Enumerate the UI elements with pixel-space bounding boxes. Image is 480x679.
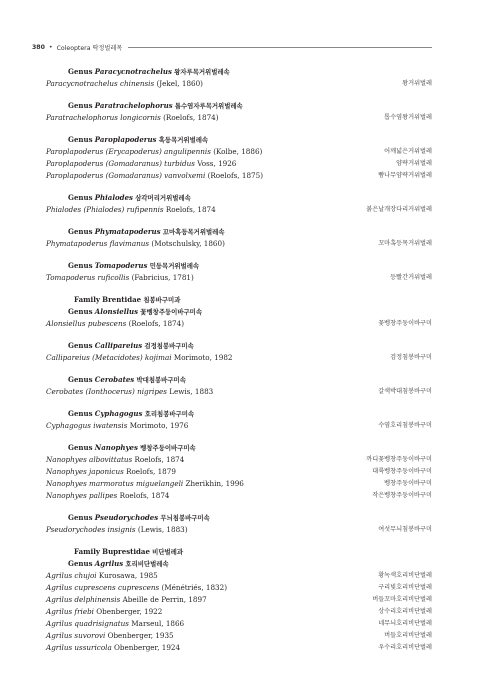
- species-author: Roelofs, 1874: [165, 205, 216, 214]
- species-entry: [46, 454, 184, 466]
- genus-name: Nanophyes: [94, 443, 138, 452]
- genus-rank: Genus: [68, 101, 93, 110]
- taxon-block: [46, 340, 432, 364]
- species-name: Paratrachelophorus longicornis: [46, 113, 161, 122]
- species-korean-name: 꼬마혹등목거위벌레: [378, 240, 432, 247]
- species-korean-name: 버들호리비단벌레: [384, 632, 432, 639]
- taxon-block: [46, 442, 432, 502]
- species-entry: [46, 630, 174, 642]
- species-author: (Roelofs, 1874): [128, 319, 184, 328]
- species-entry: [46, 272, 194, 284]
- genus-rank: Genus: [68, 559, 93, 568]
- species-entry: [46, 318, 184, 330]
- genus-heading: [46, 512, 432, 524]
- species-row: [46, 238, 432, 250]
- species-entry: [46, 170, 263, 182]
- species-name: Phialodes (Phialodes) rufipennis: [46, 205, 164, 214]
- species-korean-name: 까디꽃벵창주둥이바구미: [366, 456, 432, 463]
- species-row: [46, 318, 432, 330]
- species-row: [46, 524, 432, 536]
- genus-heading: [46, 408, 432, 420]
- species-author: Lewis, 1883: [169, 387, 214, 396]
- genus-name: Paratrachelophorus: [94, 101, 173, 110]
- taxon-block: [46, 134, 432, 182]
- family-rank: Family: [74, 295, 100, 304]
- genus-name: Pseudorychodes: [94, 513, 159, 522]
- species-row: [46, 386, 432, 398]
- header-rule: [128, 47, 432, 48]
- species-row: [46, 204, 432, 216]
- species-author: (Kolbe, 1886): [213, 147, 263, 156]
- header-separator: •: [48, 43, 53, 51]
- species-korean-name: 네무늬호리비단벌레: [378, 620, 432, 627]
- species-author: (Roelofs, 1874): [163, 113, 219, 122]
- genus-heading: [46, 374, 432, 386]
- taxon-block: [46, 294, 432, 330]
- species-entry: [46, 158, 236, 170]
- species-name: Pseudorychodes insignis: [46, 525, 136, 534]
- genus-rank: Genus: [68, 193, 93, 202]
- species-entry: [46, 582, 227, 594]
- family-name: Buprestidae: [102, 547, 150, 556]
- species-row: [46, 630, 432, 642]
- species-entry: [46, 618, 184, 630]
- taxon-block: [46, 260, 432, 284]
- species-name: Tomapoderus ruficollis: [46, 273, 130, 282]
- genus-name: Callipareius: [94, 341, 143, 350]
- species-korean-name: 왕거위벌레: [402, 80, 432, 87]
- species-korean-name: 벵창주둥이바구미: [384, 480, 432, 487]
- species-korean-name: 어깨넓은거위벌레: [384, 148, 432, 155]
- species-name: Nanophyes albovittatus: [46, 455, 133, 464]
- genus-rank: Genus: [68, 341, 93, 350]
- genus-rank: Genus: [68, 513, 93, 522]
- genus-heading: [46, 134, 432, 146]
- taxon-block: [46, 546, 432, 654]
- species-korean-name: 우수리호리비단벌레: [378, 644, 432, 651]
- species-korean-name: 황녹색호리비단벌레: [378, 572, 432, 579]
- species-korean-name: 버들꼬마호리비단벌레: [372, 596, 432, 603]
- species-name: Agrilus delphinensis: [46, 595, 121, 604]
- genus-heading: [46, 558, 432, 570]
- species-entry: [46, 466, 176, 478]
- species-row: [46, 582, 432, 594]
- species-row: [46, 352, 432, 364]
- genus-heading: [46, 192, 432, 204]
- taxon-list: [46, 66, 432, 664]
- family-rank: Family: [74, 547, 100, 556]
- species-korean-name: 수염호리침봉바구미: [378, 422, 432, 429]
- species-korean-name: 구리빛호리비단벌레: [378, 584, 432, 591]
- species-author: Zherikhin, 1996: [185, 479, 244, 488]
- genus-korean-name: 혹등목거위벌레속: [158, 136, 209, 144]
- species-row: [46, 618, 432, 630]
- species-entry: [46, 204, 216, 216]
- species-entry: [46, 78, 203, 90]
- species-row: [46, 158, 432, 170]
- species-korean-name: 상수리호리비단벌레: [378, 608, 432, 615]
- species-korean-name: 대륙벵창주둥이바구미: [372, 468, 432, 475]
- genus-name: Agrilus: [94, 559, 124, 568]
- genus-heading: [46, 260, 432, 272]
- taxon-block: [46, 408, 432, 432]
- taxon-block: [46, 100, 432, 124]
- species-row: [46, 606, 432, 618]
- family-korean-name: 비단벌레과: [152, 548, 184, 556]
- genus-korean-name: 왕자루목거위벌레속: [174, 68, 230, 76]
- genus-korean-name: 삼각머리거위벌레속: [135, 194, 191, 202]
- genus-name: Alonsiellus: [94, 307, 139, 316]
- taxon-block: [46, 512, 432, 536]
- species-entry: [46, 146, 262, 158]
- species-entry: [46, 386, 213, 398]
- species-korean-name: 얌략거위벌레: [396, 160, 432, 167]
- genus-rank: Genus: [68, 135, 93, 144]
- taxon-block: [46, 374, 432, 398]
- page-number: 380: [32, 43, 45, 51]
- species-author: (Lewis, 1883): [137, 525, 188, 534]
- species-author: Marseul, 1866: [131, 619, 185, 628]
- species-entry: [46, 478, 244, 490]
- species-author: Roelofs, 1879: [126, 467, 176, 476]
- species-name: Cerobates (Ionthocerus) nigripes: [46, 387, 167, 396]
- species-name: Agrilus chujoi: [46, 571, 97, 580]
- genus-rank: Genus: [68, 409, 93, 418]
- species-row: [46, 78, 432, 90]
- species-korean-name: 검정침봉바구미: [390, 354, 432, 361]
- family-heading: [46, 294, 432, 306]
- species-author: (Fabricius, 1781): [131, 273, 194, 282]
- taxon-block: [46, 192, 432, 216]
- species-row: [46, 466, 432, 478]
- species-row: [46, 478, 432, 490]
- species-row: [46, 454, 432, 466]
- species-author: Roelofs, 1874: [119, 491, 170, 500]
- taxon-block: [46, 66, 432, 90]
- species-name: Phymatapoderus flavimanus: [46, 239, 150, 248]
- genus-name: Paracycnotrachelus: [94, 67, 172, 76]
- genus-korean-name: 박대침봉바구미속: [136, 376, 186, 384]
- species-author: (Motschulsky, 1860): [151, 239, 225, 248]
- genus-korean-name: 민등목거위벌레속: [149, 262, 200, 270]
- species-row: [46, 594, 432, 606]
- species-author: Obenberger, 1924: [114, 643, 181, 652]
- genus-korean-name: 꽃벵창주둥이바구미속: [140, 308, 203, 316]
- species-korean-name: 여섯무늬침봉바구미: [378, 526, 432, 533]
- genus-heading: [46, 226, 432, 238]
- genus-name: Phymatapoderus: [94, 227, 161, 236]
- genus-rank: Genus: [68, 227, 93, 236]
- species-row: [46, 170, 432, 182]
- species-name: Agrilus friebi: [46, 607, 94, 616]
- species-author: Morimoto, 1976: [129, 421, 189, 430]
- species-author: (Jekel, 1860): [156, 79, 203, 88]
- genus-name: Phialodes: [94, 193, 133, 202]
- genus-korean-name: 호리침봉바구미속: [144, 410, 195, 418]
- genus-rank: Genus: [68, 307, 93, 316]
- species-author: (Ménétriés, 1832): [161, 583, 227, 592]
- genus-korean-name: 검정침봉바구미속: [144, 342, 194, 350]
- running-title: Coleoptera 딱정벌레목: [56, 44, 123, 52]
- genus-name: Cyphagogus: [94, 409, 143, 418]
- taxon-block: [46, 226, 432, 250]
- species-author: Kurosawa, 1985: [98, 571, 158, 580]
- genus-name: Paroplapoderus: [94, 135, 157, 144]
- species-entry: [46, 238, 225, 250]
- species-row: [46, 570, 432, 582]
- species-korean-name: 등빨간거위벌레: [390, 274, 432, 281]
- species-korean-name: 톱수염왕거위벌레: [384, 114, 432, 121]
- species-row: [46, 420, 432, 432]
- species-name: Cyphagogus iwatensis: [46, 421, 128, 430]
- species-name: Nanophyes japonicus: [46, 467, 124, 476]
- species-entry: [46, 642, 180, 654]
- species-row: [46, 490, 432, 502]
- species-name: Nanophyes marmoratus miguelangeli: [46, 479, 184, 488]
- genus-korean-name: 호리비단벌레속: [125, 560, 169, 568]
- running-header: [32, 42, 432, 52]
- genus-name: Tomapoderus: [94, 261, 148, 270]
- species-name: Agrilus cuprescens cuprescens: [46, 583, 160, 592]
- family-name: Brentidae: [102, 295, 142, 304]
- family-heading: [46, 546, 432, 558]
- species-korean-name: 갈색박대침봉바구미: [378, 388, 432, 395]
- species-row: [46, 272, 432, 284]
- species-name: Paroplapoderus (Gomadaranus) vanvolxemi: [46, 171, 206, 180]
- species-korean-name: 작은벵창주둥이바구미: [372, 492, 432, 499]
- species-entry: [46, 606, 162, 618]
- species-korean-name: 붉은날개장다리거위벌레: [366, 206, 432, 213]
- genus-rank: Genus: [68, 443, 93, 452]
- species-author: Morimoto, 1982: [173, 353, 233, 362]
- genus-rank: Genus: [68, 375, 93, 384]
- species-author: (Roelofs, 1875): [207, 171, 263, 180]
- species-name: Paracycnotrachelus chinensis: [46, 79, 155, 88]
- species-author: Voss, 1926: [197, 159, 237, 168]
- species-row: [46, 642, 432, 654]
- species-name: Agrilus ussuricola: [46, 643, 112, 652]
- species-author: Roelofs, 1874: [134, 455, 185, 464]
- species-row: [46, 112, 432, 124]
- genus-rank: Genus: [68, 67, 93, 76]
- species-name: Paroplapoderus (Erycapoderus) angulipennis: [46, 147, 211, 156]
- genus-korean-name: 꼬마혹등목거위벌레속: [162, 228, 225, 236]
- species-author: Abeille de Perrin, 1897: [122, 595, 207, 604]
- genus-heading: [46, 340, 432, 352]
- species-name: Paroplapoderus (Gomadaranus) turbidus: [46, 159, 195, 168]
- species-korean-name: 꽃벵창주둥이바구미: [378, 320, 432, 327]
- genus-heading: [46, 306, 432, 318]
- genus-korean-name: 벵창주둥이바구미속: [140, 444, 196, 452]
- species-name: Alonsiellus pubescens: [46, 319, 127, 328]
- genus-heading: [46, 66, 432, 78]
- genus-korean-name: 무늬침봉바구미속: [160, 514, 210, 522]
- family-korean-name: 침봉바구미과: [143, 296, 181, 304]
- species-author: Obenberger, 1922: [96, 607, 163, 616]
- genus-heading: [46, 442, 432, 454]
- species-row: [46, 146, 432, 158]
- species-name: Agrilus quadrisignatus: [46, 619, 129, 628]
- species-author: Obenberger, 1935: [107, 631, 174, 640]
- genus-name: Cerobates: [94, 375, 135, 384]
- species-entry: [46, 490, 170, 502]
- species-entry: [46, 524, 188, 536]
- species-entry: [46, 594, 207, 606]
- species-name: Agrilus suvorovi: [46, 631, 106, 640]
- species-entry: [46, 420, 188, 432]
- species-entry: [46, 112, 219, 124]
- genus-rank: Genus: [68, 261, 93, 270]
- species-entry: [46, 570, 158, 582]
- species-name: Nanophyes pallipes: [46, 491, 118, 500]
- species-entry: [46, 352, 232, 364]
- species-name: Callipareius (Metacidotes) kojimai: [46, 353, 172, 362]
- species-korean-name: 뺨나무얌략거위벌레: [378, 172, 432, 179]
- genus-heading: [46, 100, 432, 112]
- genus-korean-name: 톱수염자루목거위벌레속: [174, 102, 243, 110]
